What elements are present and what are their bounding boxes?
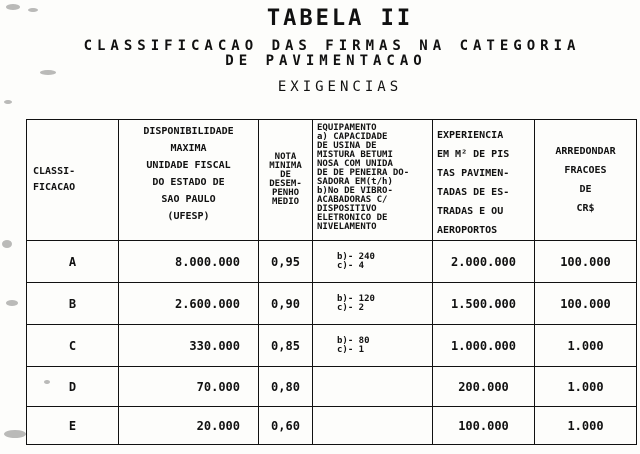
cell-arredondar: 100.000 — [535, 283, 637, 325]
section-heading: EXIGENCIAS — [277, 79, 403, 95]
scan-speck — [6, 300, 18, 306]
header-arredondar: ARREDONDAR FRACOES DE CR$ — [535, 120, 637, 241]
equip-b: b)- 80 — [337, 335, 370, 346]
scan-speck — [2, 240, 12, 248]
cell-classe: A — [27, 241, 119, 283]
classification-table — [26, 119, 637, 445]
equip-c: c)- 2 — [337, 302, 365, 313]
cell-classe: E — [27, 407, 119, 445]
cell-experiencia: 2.000.000 — [433, 241, 535, 283]
cell-disponibilidade: 8.000.000 — [119, 241, 259, 283]
cell-equipamento — [313, 367, 433, 407]
cell-nota: 0,85 — [259, 325, 313, 367]
subtitle-line-1: CLASSIFICACAO DAS FIRMAS NA CATEGORIA — [83, 38, 581, 54]
equip-b: b)- 120 — [337, 293, 375, 304]
cell-nota: 0,95 — [259, 241, 313, 283]
cell-equipamento — [313, 325, 433, 367]
cell-disponibilidade: 70.000 — [119, 367, 259, 407]
cell-arredondar: 1.000 — [535, 367, 637, 407]
header-row — [27, 120, 637, 241]
subtitle-line-2: DE PAVIMENTACAO — [225, 53, 427, 69]
scan-speck — [40, 70, 56, 75]
cell-disponibilidade: 2.600.000 — [119, 283, 259, 325]
scan-speck — [4, 430, 26, 438]
table-row — [27, 407, 637, 445]
page-title: TABELA II — [266, 6, 414, 31]
cell-experiencia: 1.000.000 — [433, 325, 535, 367]
cell-disponibilidade: 330.000 — [119, 325, 259, 367]
table-row — [27, 283, 637, 325]
table-row — [27, 241, 637, 283]
cell-classe: D — [27, 367, 119, 407]
cell-nota: 0,90 — [259, 283, 313, 325]
cell-disponibilidade: 20.000 — [119, 407, 259, 445]
cell-arredondar: 1.000 — [535, 325, 637, 367]
header-experiencia: EXPERIENCIA EM M² DE PIS TAS PAVIMEN- TADAS DE ES- TRADAS E OU AEROPORTOS — [433, 120, 535, 241]
cell-equipamento — [313, 241, 433, 283]
cell-experiencia: 100.000 — [433, 407, 535, 445]
cell-equipamento — [313, 407, 433, 445]
cell-nota: 0,60 — [259, 407, 313, 445]
cell-classe: B — [27, 283, 119, 325]
cell-experiencia: 200.000 — [433, 367, 535, 407]
header-classificacao: CLASSI- FICACAO — [27, 120, 119, 241]
table-row — [27, 367, 637, 407]
equip-b: b)- 240 — [337, 251, 375, 262]
cell-arredondar: 1.000 — [535, 407, 637, 445]
cell-nota: 0,80 — [259, 367, 313, 407]
header-disponibilidade: DISPONIBILIDADE MAXIMA UNIDADE FISCAL DO ESTADO DE SAO PAULO (UFESP) — [119, 120, 259, 241]
equip-c: c)- 1 — [337, 344, 365, 355]
equip-c: c)- 4 — [337, 260, 365, 271]
cell-equipamento — [313, 283, 433, 325]
cell-arredondar: 100.000 — [535, 241, 637, 283]
cell-experiencia: 1.500.000 — [433, 283, 535, 325]
header-equipamento: EQUIPAMENTO a) CAPACIDADE DE USINA DE MISTURA BETUMI NOSA COM UNIDA DE DE PENEIRA DO- SADORA EM(t/h) b)No DE VIBRO- ACABADORAS C/ DISPOSITIVO ELETRONICO DE NIVELAMENTO — [313, 120, 433, 241]
header-nota: NOTA MINIMA DE DESEM- PENHO MEDIO — [259, 120, 313, 241]
table-row — [27, 325, 637, 367]
scan-speck — [6, 4, 20, 10]
scan-speck — [4, 100, 12, 104]
cell-classe: C — [27, 325, 119, 367]
